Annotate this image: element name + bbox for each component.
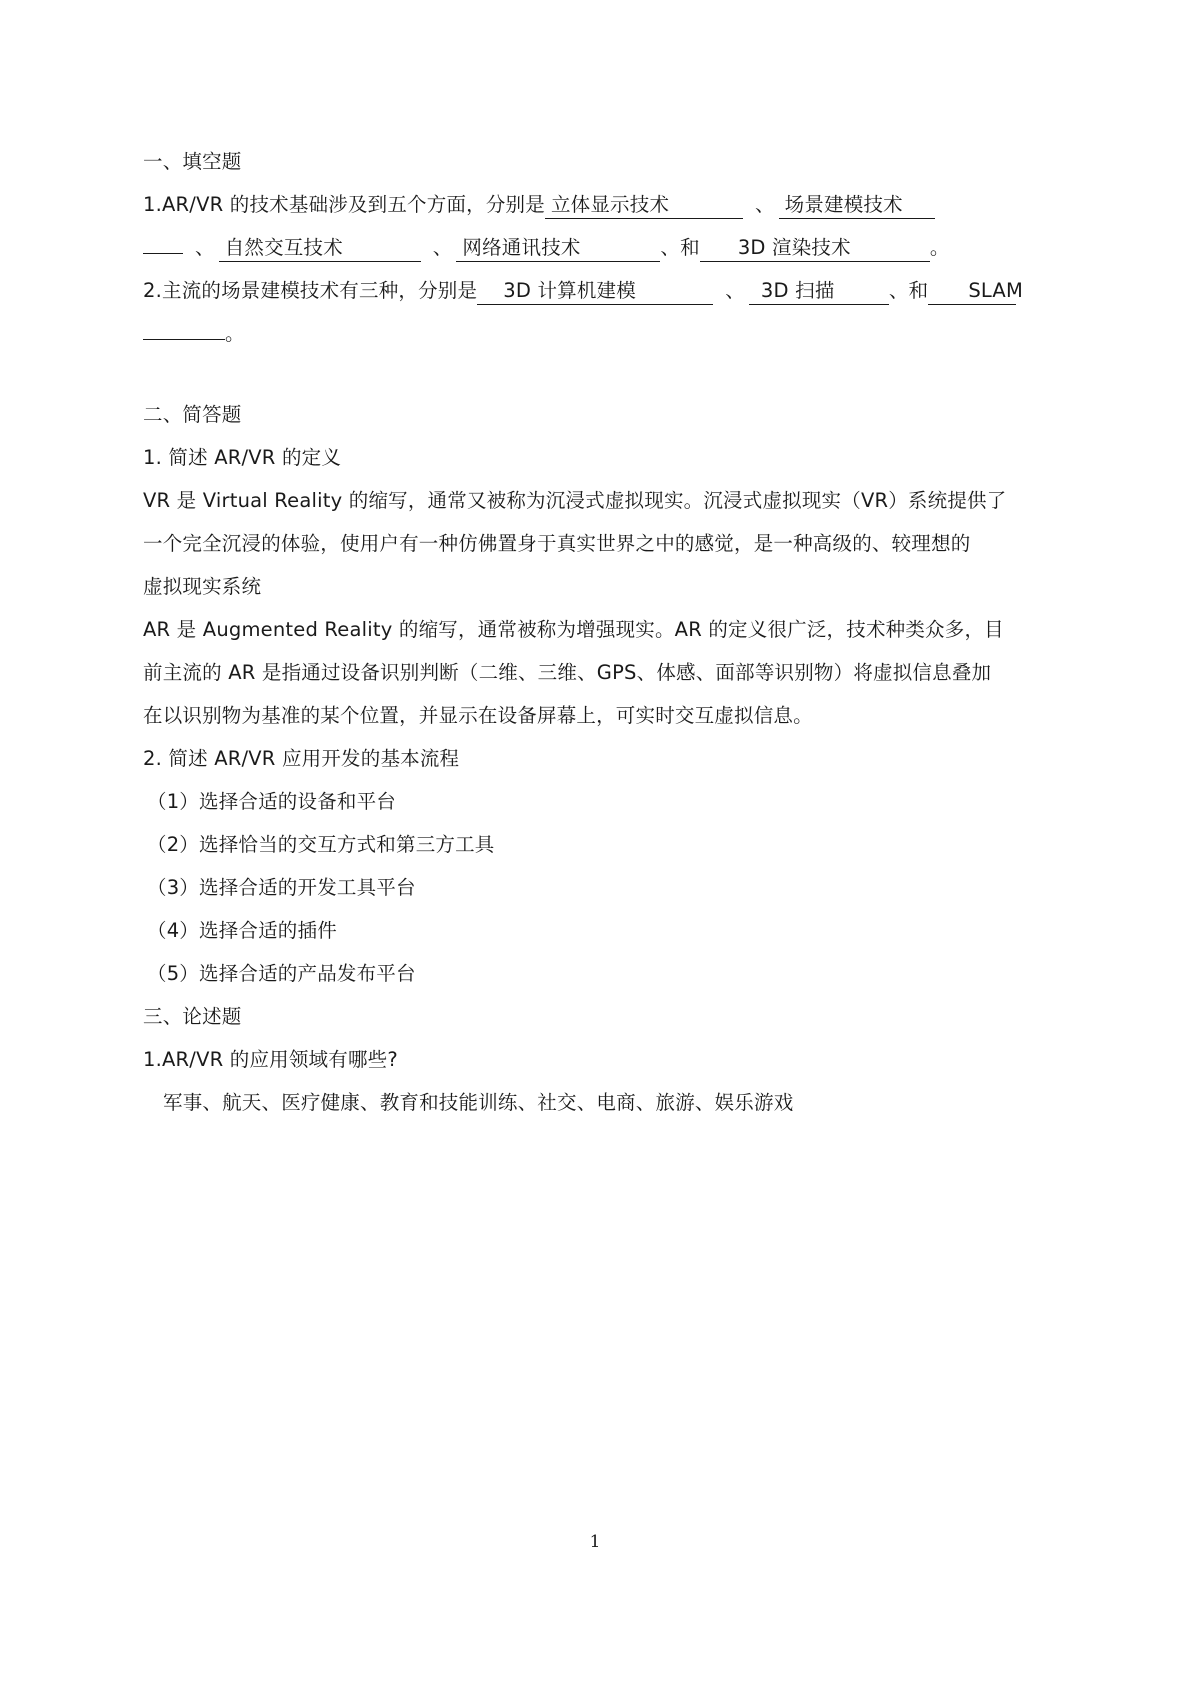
section3-heading: 三、论述题: [143, 1005, 242, 1028]
q2-answer-1: 3D 计算机建模: [477, 278, 713, 305]
q1-end: 。: [929, 236, 950, 259]
q1-sep-1: 、: [754, 193, 775, 216]
short-question-1-title: 1. 简述 AR/VR 的定义: [143, 446, 342, 469]
ar-definition-line: 在以识别物为基准的某个位置，并显示在设备屏幕上，可实时交互虚拟信息。: [143, 704, 813, 727]
q1-sep-4: 、和: [660, 236, 700, 259]
fill-question-2-line-2: [143, 312, 1043, 355]
q2-sep-1: 、: [725, 279, 745, 302]
q1-answer-1: 立体显示技术: [545, 192, 743, 219]
q2-sep-2: 、和: [888, 279, 929, 302]
ar-definition-line: AR 是 Augmented Reality 的缩写，通常被称为增强现实。AR 的定义很广泛，技术种类众多，目: [143, 618, 1004, 641]
q1-prefix: 1.AR/VR 的技术基础涉及到五个方面，分别是: [143, 193, 545, 216]
fill-question-1-line-2: [143, 226, 1043, 269]
q2-answer-2: 3D 扫描: [749, 278, 889, 305]
process-step: （5）选择合适的产品发布平台: [147, 962, 416, 985]
section2-heading: 二、简答题: [143, 403, 242, 426]
process-step: （1）选择合适的设备和平台: [147, 790, 397, 813]
short-question-2-title: 2. 简述 AR/VR 应用开发的基本流程: [143, 747, 460, 770]
vr-definition-line: 一个完全沉浸的体验，使用户有一种仿佛置身于真实世界之中的感觉，是一种高级的、较理想的: [143, 532, 971, 555]
q1-sep-3: 、: [432, 236, 453, 259]
page-number: 1: [589, 1532, 601, 1552]
vr-definition-line: 虚拟现实系统: [143, 575, 262, 598]
fill-question-2-line-1: [143, 269, 1043, 312]
essay-question-1-title: 1.AR/VR 的应用领域有哪些?: [143, 1048, 398, 1071]
section1-heading: 一、填空题: [143, 150, 242, 173]
q1-sep-2: 、: [195, 236, 215, 259]
ar-definition-line: 前主流的 AR 是指通过设备识别判断（二维、三维、GPS、体感、面部等识别物）将虚拟信息叠加: [143, 661, 992, 684]
essay-answer: 军事、航天、医疗健康、教育和技能训练、社交、电商、旅游、娱乐游戏: [163, 1091, 794, 1114]
q1-answer-2-continuation: [143, 227, 183, 254]
q1-answer-3: 自然交互技术: [219, 235, 421, 262]
process-step: （2）选择恰当的交互方式和第三方工具: [147, 833, 495, 856]
q2-answer-3: SLAM: [928, 278, 1016, 305]
q1-answer-4: 网络通讯技术: [456, 235, 660, 262]
vr-definition-line: VR 是 Virtual Reality 的缩写，通常又被称为沉浸式虚拟现实。沉浸式虚拟现实（VR）系统提供了: [143, 489, 1007, 512]
q1-answer-2: 场景建模技术: [779, 192, 935, 219]
process-step: （4）选择合适的插件: [147, 919, 337, 942]
process-step: （3）选择合适的开发工具平台: [147, 876, 416, 899]
q2-end: 。: [225, 322, 245, 345]
q1-answer-5: 3D 渲染技术: [700, 235, 930, 262]
q2-prefix: 2.主流的场景建模技术有三种，分别是: [143, 279, 478, 302]
fill-question-1-line-1: [143, 183, 1043, 226]
q2-answer-3-continuation: [143, 313, 225, 340]
document-page: [143, 140, 1043, 1124]
